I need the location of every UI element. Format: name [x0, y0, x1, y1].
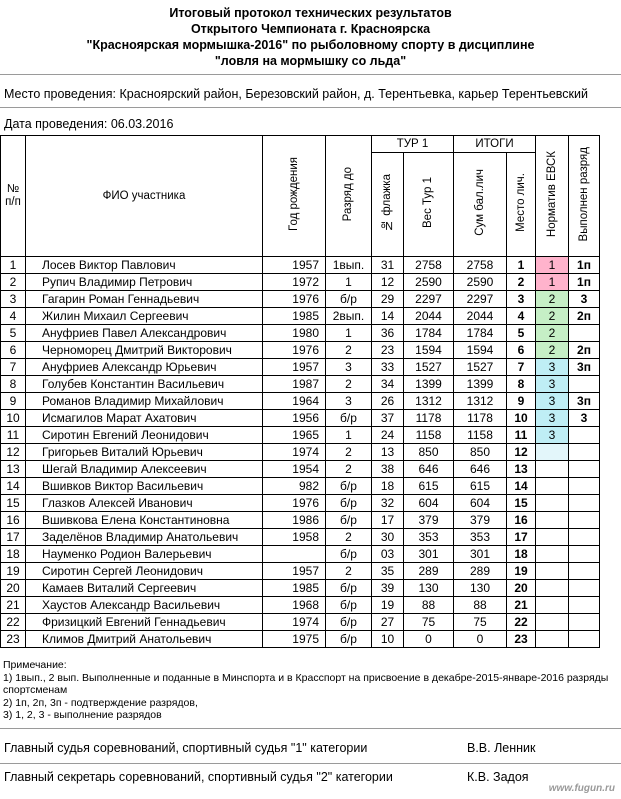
table-row	[1, 410, 600, 427]
table-row	[1, 444, 600, 461]
cell-participant-name: Вшивкова Елена Константиновна	[26, 512, 263, 529]
cell-rank-before: 2	[326, 529, 372, 546]
cell-rank-done: 3	[569, 291, 600, 308]
cell-sum-points: 1527	[454, 359, 507, 376]
cell-sum-points: 615	[454, 478, 507, 495]
cell-flag: 39	[372, 580, 404, 597]
cell-number: 1	[1, 257, 26, 274]
col-header-sum-points: Сум бал.лич	[454, 153, 507, 257]
cell-rank-before: 1вып.	[326, 257, 372, 274]
cell-rank-done: 1п	[569, 274, 600, 291]
cell-rank-done	[569, 512, 600, 529]
chief-secretary-role: Главный секретарь соревнований, спортивный судья "2" категории	[4, 770, 393, 784]
cell-number: 15	[1, 495, 26, 512]
cell-rank-done	[569, 546, 600, 563]
cell-flag: 29	[372, 291, 404, 308]
cell-flag: 32	[372, 495, 404, 512]
cell-evsk-norm: 1	[536, 257, 569, 274]
cell-flag: 26	[372, 393, 404, 410]
cell-flag: 30	[372, 529, 404, 546]
cell-evsk-norm	[536, 597, 569, 614]
table-row	[1, 427, 600, 444]
cell-number: 2	[1, 274, 26, 291]
cell-participant-name: Науменко Родион Валерьевич	[26, 546, 263, 563]
cell-birth-year: 1985	[263, 308, 326, 325]
cell-birth-year: 1954	[263, 461, 326, 478]
cell-rank-done: 3п	[569, 359, 600, 376]
cell-number: 12	[1, 444, 26, 461]
cell-evsk-norm	[536, 495, 569, 512]
cell-number: 18	[1, 546, 26, 563]
cell-place: 10	[507, 410, 536, 427]
cell-participant-name: Климов Дмитрий Анатольевич	[26, 631, 263, 648]
event-date: Дата проведения: 06.03.2016	[4, 117, 174, 131]
cell-rank-before: б/р	[326, 580, 372, 597]
cell-number: 14	[1, 478, 26, 495]
cell-flag: 03	[372, 546, 404, 563]
table-row	[1, 478, 600, 495]
cell-birth-year: 982	[263, 478, 326, 495]
cell-birth-year: 1957	[263, 257, 326, 274]
cell-participant-name: Глазков Алексей Иванович	[26, 495, 263, 512]
cell-place: 12	[507, 444, 536, 461]
cell-rank-done	[569, 325, 600, 342]
chief-judge-name: В.В. Ленник	[467, 741, 536, 755]
cell-number: 16	[1, 512, 26, 529]
cell-rank-done	[569, 427, 600, 444]
table-row	[1, 529, 600, 546]
cell-rank-done	[569, 580, 600, 597]
cell-rank-before: 2	[326, 563, 372, 580]
cell-evsk-norm: 2	[536, 342, 569, 359]
cell-birth-year: 1975	[263, 631, 326, 648]
cell-rank-before: б/р	[326, 546, 372, 563]
protocol-title-line3: "Красноярская мормышка-2016" по рыболовному спорту в дисциплине	[86, 38, 535, 52]
cell-weight: 1312	[404, 393, 454, 410]
cell-number: 13	[1, 461, 26, 478]
cell-evsk-norm	[536, 461, 569, 478]
cell-participant-name: Голубев Константин Васильевич	[26, 376, 263, 393]
table-row	[1, 359, 600, 376]
cell-flag: 38	[372, 461, 404, 478]
cell-number: 6	[1, 342, 26, 359]
cell-number: 3	[1, 291, 26, 308]
chief-secretary-name: К.В. Задоя	[467, 770, 529, 784]
cell-rank-done: 2п	[569, 342, 600, 359]
cell-evsk-norm	[536, 631, 569, 648]
notes-title: Примечание:	[3, 659, 67, 671]
table-row	[1, 495, 600, 512]
cell-weight: 1158	[404, 427, 454, 444]
cell-rank-done	[569, 631, 600, 648]
cell-place: 1	[507, 257, 536, 274]
cell-place: 2	[507, 274, 536, 291]
table-row	[1, 291, 600, 308]
site-watermark: www.fugun.ru	[548, 783, 615, 794]
cell-place: 11	[507, 427, 536, 444]
cell-birth-year: 1987	[263, 376, 326, 393]
col-header-weight: Вес Тур 1	[404, 153, 454, 257]
cell-place: 14	[507, 478, 536, 495]
col-header-flag: № флажка	[372, 153, 404, 257]
cell-rank-done	[569, 563, 600, 580]
cell-weight: 75	[404, 614, 454, 631]
cell-flag: 27	[372, 614, 404, 631]
cell-weight: 604	[404, 495, 454, 512]
cell-flag: 36	[372, 325, 404, 342]
cell-sum-points: 130	[454, 580, 507, 597]
cell-place: 19	[507, 563, 536, 580]
cell-number: 9	[1, 393, 26, 410]
cell-flag: 17	[372, 512, 404, 529]
cell-flag: 19	[372, 597, 404, 614]
notes-block	[3, 659, 613, 722]
cell-participant-name: Камаев Виталий Сергеевич	[26, 580, 263, 597]
cell-participant-name: Фризицкий Евгений Геннадьевич	[26, 614, 263, 631]
cell-sum-points: 88	[454, 597, 507, 614]
cell-place: 23	[507, 631, 536, 648]
cell-place: 18	[507, 546, 536, 563]
cell-participant-name: Ануфриев Павел Александрович	[26, 325, 263, 342]
cell-rank-done	[569, 529, 600, 546]
chief-judge-role: Главный судья соревнований, спортивный судья "1" категории	[4, 741, 368, 755]
table-row	[1, 597, 600, 614]
table-row	[1, 546, 600, 563]
table-row	[1, 631, 600, 648]
cell-rank-before: 3	[326, 359, 372, 376]
cell-evsk-norm	[536, 563, 569, 580]
results-body	[1, 257, 600, 648]
cell-sum-points: 2044	[454, 308, 507, 325]
cell-rank-done	[569, 614, 600, 631]
cell-place: 5	[507, 325, 536, 342]
cell-evsk-norm: 3	[536, 359, 569, 376]
cell-weight: 1399	[404, 376, 454, 393]
cell-sum-points: 604	[454, 495, 507, 512]
col-header-evsk-norm: Норматив ЕВСК	[536, 136, 569, 257]
cell-flag: 10	[372, 631, 404, 648]
cell-rank-done: 3	[569, 410, 600, 427]
cell-weight: 1178	[404, 410, 454, 427]
cell-sum-points: 2297	[454, 291, 507, 308]
cell-birth-year: 1958	[263, 529, 326, 546]
cell-evsk-norm	[536, 478, 569, 495]
cell-flag: 31	[372, 257, 404, 274]
cell-sum-points: 0	[454, 631, 507, 648]
cell-birth-year: 1956	[263, 410, 326, 427]
cell-sum-points: 353	[454, 529, 507, 546]
cell-number: 20	[1, 580, 26, 597]
cell-rank-done	[569, 444, 600, 461]
cell-number: 4	[1, 308, 26, 325]
cell-sum-points: 646	[454, 461, 507, 478]
cell-weight: 1527	[404, 359, 454, 376]
cell-place: 7	[507, 359, 536, 376]
cell-weight: 2758	[404, 257, 454, 274]
cell-evsk-norm	[536, 614, 569, 631]
cell-flag: 18	[372, 478, 404, 495]
cell-rank-before: б/р	[326, 614, 372, 631]
table-row	[1, 257, 600, 274]
cell-sum-points: 1178	[454, 410, 507, 427]
cell-place: 6	[507, 342, 536, 359]
cell-participant-name: Ануфриев Александр Юрьевич	[26, 359, 263, 376]
cell-weight: 2297	[404, 291, 454, 308]
cell-rank-before: б/р	[326, 291, 372, 308]
note-1-cont: спортсменам	[3, 684, 68, 697]
cell-rank-done	[569, 597, 600, 614]
note-2: 2) 1п, 2п, 3п - подтверждение разрядов,	[3, 696, 198, 709]
col-header-birth-year: Год рождения	[263, 136, 326, 257]
table-row	[1, 393, 600, 410]
cell-weight: 2044	[404, 308, 454, 325]
cell-rank-before: 2вып.	[326, 308, 372, 325]
cell-flag: 37	[372, 410, 404, 427]
cell-weight: 850	[404, 444, 454, 461]
cell-flag: 34	[372, 376, 404, 393]
cell-rank-before: б/р	[326, 631, 372, 648]
cell-birth-year	[263, 546, 326, 563]
cell-evsk-norm	[536, 444, 569, 461]
cell-sum-points: 1594	[454, 342, 507, 359]
cell-participant-name: Вшивков Виктор Васильевич	[26, 478, 263, 495]
cell-place: 22	[507, 614, 536, 631]
cell-number: 7	[1, 359, 26, 376]
table-row	[1, 308, 600, 325]
cell-weight: 646	[404, 461, 454, 478]
cell-rank-before: б/р	[326, 597, 372, 614]
cell-flag: 14	[372, 308, 404, 325]
table-row	[1, 512, 600, 529]
cell-number: 5	[1, 325, 26, 342]
cell-participant-name: Исмагилов Марат Ахатович	[26, 410, 263, 427]
cell-birth-year: 1980	[263, 325, 326, 342]
cell-birth-year: 1957	[263, 563, 326, 580]
cell-birth-year: 1957	[263, 359, 326, 376]
cell-participant-name: Хаустов Александр Васильевич	[26, 597, 263, 614]
cell-participant-name: Шегай Владимир Алексеевич	[26, 461, 263, 478]
cell-place: 17	[507, 529, 536, 546]
cell-weight: 1784	[404, 325, 454, 342]
cell-place: 21	[507, 597, 536, 614]
cell-number: 22	[1, 614, 26, 631]
cell-evsk-norm	[536, 580, 569, 597]
cell-evsk-norm: 3	[536, 410, 569, 427]
col-group-totals: ИТОГИ	[454, 136, 536, 153]
protocol-title-line4: "ловля на мормышку со льда"	[214, 54, 407, 68]
col-header-place: Место лич.	[507, 153, 536, 257]
cell-participant-name: Сиротин Сергей Леонидович	[26, 563, 263, 580]
cell-number: 21	[1, 597, 26, 614]
cell-sum-points: 1312	[454, 393, 507, 410]
cell-sum-points: 1158	[454, 427, 507, 444]
cell-number: 23	[1, 631, 26, 648]
cell-sum-points: 2590	[454, 274, 507, 291]
cell-place: 3	[507, 291, 536, 308]
cell-rank-before: б/р	[326, 495, 372, 512]
cell-place: 4	[507, 308, 536, 325]
cell-birth-year: 1976	[263, 291, 326, 308]
table-row	[1, 461, 600, 478]
cell-weight: 615	[404, 478, 454, 495]
table-row	[1, 563, 600, 580]
cell-place: 13	[507, 461, 536, 478]
cell-rank-done	[569, 376, 600, 393]
cell-rank-before: 3	[326, 393, 372, 410]
cell-flag: 13	[372, 444, 404, 461]
protocol-title-line1: Итоговый протокол технических результатов	[169, 6, 452, 20]
cell-sum-points: 1399	[454, 376, 507, 393]
cell-participant-name: Лосев Виктор Павлович	[26, 257, 263, 274]
cell-rank-done	[569, 478, 600, 495]
cell-sum-points: 850	[454, 444, 507, 461]
cell-flag: 12	[372, 274, 404, 291]
cell-rank-before: 1	[326, 274, 372, 291]
cell-weight: 2590	[404, 274, 454, 291]
cell-rank-before: б/р	[326, 512, 372, 529]
cell-evsk-norm: 3	[536, 393, 569, 410]
cell-birth-year: 1976	[263, 495, 326, 512]
cell-evsk-norm: 3	[536, 376, 569, 393]
cell-evsk-norm: 2	[536, 291, 569, 308]
divider	[0, 728, 621, 729]
cell-number: 19	[1, 563, 26, 580]
cell-weight: 379	[404, 512, 454, 529]
cell-rank-done: 3п	[569, 393, 600, 410]
cell-evsk-norm	[536, 529, 569, 546]
cell-rank-done: 1п	[569, 257, 600, 274]
cell-evsk-norm	[536, 546, 569, 563]
cell-sum-points: 379	[454, 512, 507, 529]
cell-evsk-norm: 3	[536, 427, 569, 444]
cell-participant-name: Черноморец Дмитрий Викторович	[26, 342, 263, 359]
col-header-rank-done: Выполнен разряд	[569, 136, 600, 257]
cell-rank-before: б/р	[326, 410, 372, 427]
cell-number: 10	[1, 410, 26, 427]
cell-weight: 353	[404, 529, 454, 546]
cell-birth-year: 1968	[263, 597, 326, 614]
col-header-rank-before: Разряд до	[326, 136, 372, 257]
cell-evsk-norm: 2	[536, 325, 569, 342]
cell-participant-name: Романов Владимир Михайлович	[26, 393, 263, 410]
cell-rank-before: 1	[326, 325, 372, 342]
venue-text: Место проведения: Красноярский район, Березовский район, д. Терентьевка, карьер Терентьевский	[4, 87, 588, 101]
cell-rank-before: 2	[326, 376, 372, 393]
table-row	[1, 376, 600, 393]
cell-rank-done	[569, 461, 600, 478]
cell-birth-year: 1974	[263, 444, 326, 461]
table-row	[1, 614, 600, 631]
cell-birth-year: 1985	[263, 580, 326, 597]
cell-birth-year: 1965	[263, 427, 326, 444]
cell-sum-points: 1784	[454, 325, 507, 342]
cell-number: 17	[1, 529, 26, 546]
cell-rank-done: 2п	[569, 308, 600, 325]
divider	[0, 107, 621, 108]
col-group-tour1: ТУР 1	[372, 136, 454, 153]
table-row	[1, 325, 600, 342]
cell-participant-name: Заделёнов Владимир Анатольевич	[26, 529, 263, 546]
protocol-title-line2: Открытого Чемпионата г. Красноярска	[190, 22, 431, 36]
note-3: 3) 1, 2, 3 - выполнение разрядов	[3, 709, 162, 722]
results-table	[0, 135, 600, 648]
cell-rank-before: 1	[326, 427, 372, 444]
cell-evsk-norm: 2	[536, 308, 569, 325]
cell-flag: 33	[372, 359, 404, 376]
cell-place: 20	[507, 580, 536, 597]
divider	[0, 74, 621, 75]
col-header-number: № п/п	[1, 136, 26, 257]
cell-birth-year: 1964	[263, 393, 326, 410]
cell-flag: 23	[372, 342, 404, 359]
cell-flag: 24	[372, 427, 404, 444]
cell-birth-year: 1986	[263, 512, 326, 529]
cell-rank-before: б/р	[326, 478, 372, 495]
cell-weight: 130	[404, 580, 454, 597]
cell-rank-before: 2	[326, 444, 372, 461]
cell-place: 8	[507, 376, 536, 393]
cell-rank-before: 2	[326, 461, 372, 478]
cell-place: 15	[507, 495, 536, 512]
cell-weight: 301	[404, 546, 454, 563]
cell-weight: 1594	[404, 342, 454, 359]
cell-weight: 0	[404, 631, 454, 648]
col-header-name: ФИО участника	[26, 136, 263, 257]
cell-birth-year: 1976	[263, 342, 326, 359]
table-row	[1, 274, 600, 291]
cell-participant-name: Рупич Владимир Петрович	[26, 274, 263, 291]
cell-participant-name: Сиротин Евгений Леонидович	[26, 427, 263, 444]
cell-number: 11	[1, 427, 26, 444]
cell-evsk-norm: 1	[536, 274, 569, 291]
table-row	[1, 342, 600, 359]
cell-flag: 35	[372, 563, 404, 580]
cell-rank-done	[569, 495, 600, 512]
cell-birth-year: 1974	[263, 614, 326, 631]
cell-evsk-norm	[536, 512, 569, 529]
cell-rank-before: 2	[326, 342, 372, 359]
divider	[0, 763, 621, 764]
cell-birth-year: 1972	[263, 274, 326, 291]
cell-place: 9	[507, 393, 536, 410]
cell-weight: 289	[404, 563, 454, 580]
cell-participant-name: Гагарин Роман Геннадьевич	[26, 291, 263, 308]
cell-sum-points: 2758	[454, 257, 507, 274]
note-1: 1) 1вып., 2 вып. Выполненные и поданные в Минспорта и в Красспорт на присвоение в декабре-2015-январе-2016 разряды	[3, 671, 609, 684]
cell-place: 16	[507, 512, 536, 529]
cell-sum-points: 301	[454, 546, 507, 563]
cell-weight: 88	[404, 597, 454, 614]
cell-participant-name: Жилин Михаил Сергеевич	[26, 308, 263, 325]
cell-sum-points: 75	[454, 614, 507, 631]
cell-sum-points: 289	[454, 563, 507, 580]
cell-number: 8	[1, 376, 26, 393]
table-row	[1, 580, 600, 597]
cell-participant-name: Григорьев Виталий Юрьевич	[26, 444, 263, 461]
